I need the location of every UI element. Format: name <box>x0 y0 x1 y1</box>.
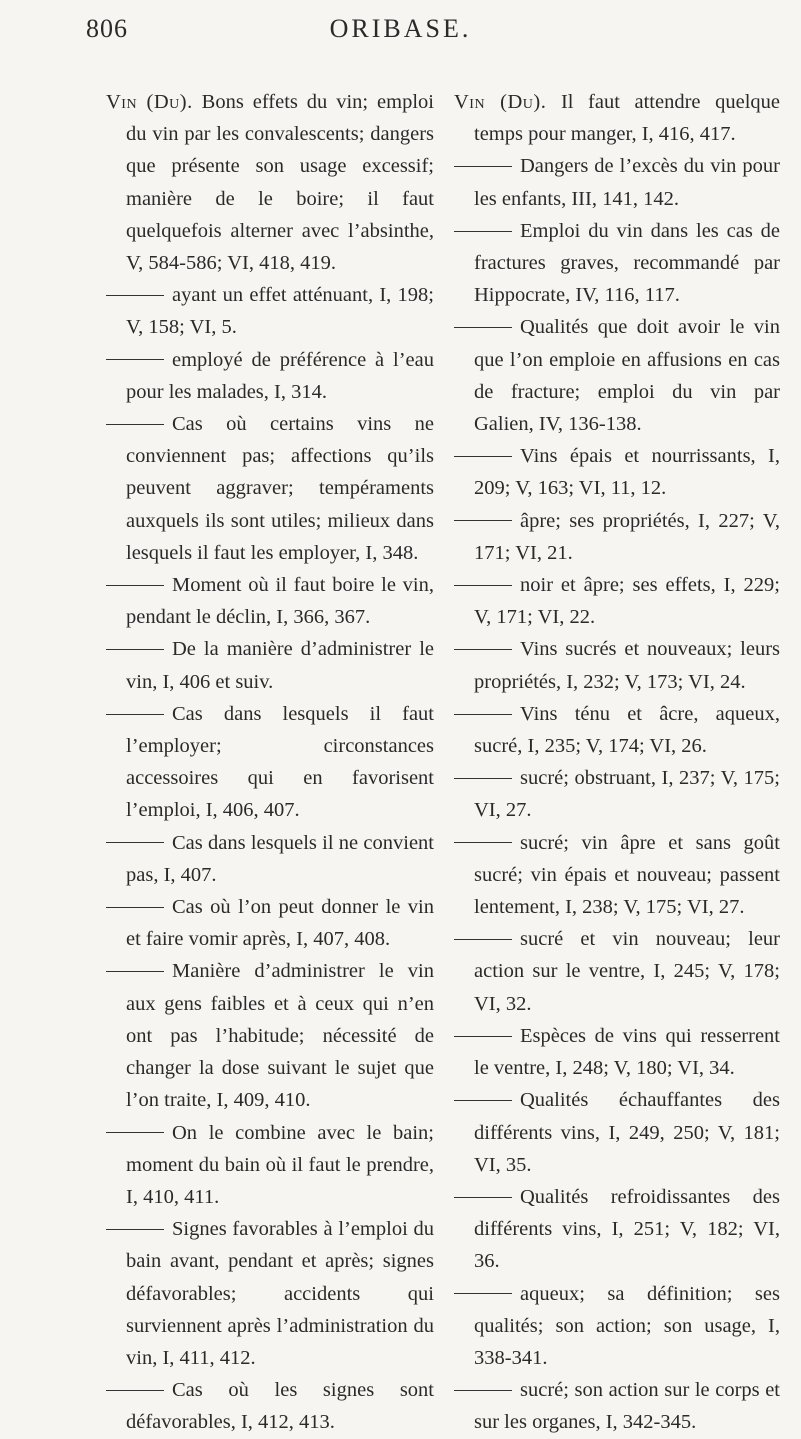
index-entry <box>454 311 780 440</box>
entry-text: Espèces de vins qui resserrent le ventre, I, 248; V, 180; VI, 34. <box>474 1024 780 1080</box>
ditto-dash <box>106 585 164 586</box>
entry-text: Cas dans lesquels il faut l’employer; circonstances accessoires qui en favorisent l’emploi, I, 406, 407. <box>126 702 434 822</box>
entry-text: Cas où l’on peut donner le vin et faire vomir après, I, 407, 408. <box>126 896 434 951</box>
entry-text: Moment où il faut boire le vin, pendant le déclin, I, 366, 367. <box>126 574 434 629</box>
entry-text: Vins épais et nourrissants, I, 209; V, 163; VI, 11, 12. <box>474 445 780 500</box>
entry-text: On le combine avec le bain; moment du bain où il faut le prendre, I, 410, 411. <box>126 1121 434 1208</box>
entry-text: sucré; vin âpre et sans goût sucré; vin épais et nouveau; passent lentement, I, 238; V, 175; VI, 27. <box>474 831 780 919</box>
ditto-dash <box>106 1229 164 1230</box>
entry-text: Dangers de l’excès du vin pour les enfants, III, 141, 142. <box>474 155 780 210</box>
ditto-dash <box>454 520 512 521</box>
index-entry <box>106 1213 434 1374</box>
index-entry <box>454 698 780 762</box>
entry-text: Qualités échauffantes des différents vins, I, 249, 250; V, 181; VI, 35. <box>474 1089 780 1176</box>
ditto-dash <box>454 1036 512 1037</box>
index-entry <box>454 440 780 504</box>
index-column-left <box>106 86 434 1439</box>
index-entry <box>106 698 434 827</box>
ditto-dash <box>106 1390 164 1391</box>
entry-text: Qualités refroidissantes des différents vins, I, 251; V, 182; VI, 36. <box>474 1185 780 1273</box>
index-entry <box>454 1374 780 1438</box>
entry-text: Cas où certains vins ne conviennent pas; affections qu’ils peuvent aggraver; tempéraments auxquels ils sont utiles; milieux dans lesquels il faut les employer, I, 348. <box>126 413 434 564</box>
entry-text: sucré et vin nouveau; leur action sur le ventre, I, 245; V, 178; VI, 32. <box>474 928 780 1015</box>
index-entry <box>454 1020 780 1084</box>
index-entry <box>106 1374 434 1438</box>
index-entry <box>454 215 780 312</box>
entry-text: Cas dans lesquels il ne convient pas, I, 407. <box>126 831 434 886</box>
ditto-dash <box>106 1132 164 1133</box>
index-entry <box>454 150 780 214</box>
entry-headword: Vin (Du). <box>106 91 193 113</box>
entry-text: Bons effets du vin; emploi du vin par les convalescents; dangers que présente son usage excessif; manière de le boire; il faut quelquefois alterner avec l’absinthe, V, 584-586; VI, 418, 419. <box>126 91 434 275</box>
ditto-dash <box>454 231 512 232</box>
index-entry <box>106 891 434 955</box>
ditto-dash <box>106 359 164 360</box>
ditto-dash <box>454 1293 512 1294</box>
ditto-dash <box>454 585 512 586</box>
index-entry <box>106 279 434 343</box>
entry-text: ayant un effet atténuant, I, 198; V, 158; VI, 5. <box>126 284 434 339</box>
entry-text: noir et âpre; ses effets, I, 229; V, 171; VI, 22. <box>474 574 780 629</box>
ditto-dash <box>106 714 164 715</box>
ditto-dash <box>454 714 512 715</box>
index-entry <box>454 1084 780 1181</box>
index-entry <box>106 633 434 697</box>
entry-text: aqueux; sa définition; ses qualités; son action; son usage, I, 338-341. <box>474 1282 780 1369</box>
ditto-dash <box>454 842 512 843</box>
index-entry <box>454 1181 780 1278</box>
page-header <box>0 14 801 54</box>
running-title: ORIBASE. <box>329 14 472 43</box>
page-number: 806 <box>86 14 128 43</box>
index-entry <box>454 923 780 1020</box>
ditto-dash <box>454 166 512 167</box>
index-entry <box>454 505 780 569</box>
entry-text: Emploi du vin dans les cas de fractures graves, recommandé par Hippocrate, IV, 116, 117. <box>474 219 780 307</box>
entry-text: employé de préférence à l’eau pour les malades, I, 314. <box>126 348 434 403</box>
index-entry <box>106 1117 434 1214</box>
ditto-dash <box>106 971 164 972</box>
index-entry <box>454 762 780 826</box>
ditto-dash <box>454 327 512 328</box>
index-entry <box>454 86 780 150</box>
index-entry <box>106 827 434 891</box>
entry-text: sucré; son action sur le corps et sur les organes, I, 342-345. <box>474 1379 780 1434</box>
ditto-dash <box>106 907 164 908</box>
ditto-dash <box>106 295 164 296</box>
ditto-dash <box>106 424 164 425</box>
index-entry <box>106 408 434 569</box>
entry-headword: Vin (Du). <box>454 91 547 113</box>
ditto-dash <box>106 649 164 650</box>
entry-text: Signes favorables à l’emploi du bain avant, pendant et après; signes défavorables; accidents qui surviennent après l’administration du vin, I, 411, 412. <box>126 1218 434 1369</box>
index-entry <box>106 955 434 1116</box>
index-entry <box>106 569 434 633</box>
index-column-right <box>454 86 780 1439</box>
ditto-dash <box>454 1197 512 1198</box>
entry-text: Il faut attendre quelque temps pour manger, I, 416, 417. <box>474 91 780 146</box>
ditto-dash <box>106 842 164 843</box>
entry-text: Manière d’administrer le vin aux gens faibles et à ceux qui n’en ont pas l’habitude; nécessité de changer la dose suivant le sujet que l’on traite, I, 409, 410. <box>126 960 434 1112</box>
entry-text: Cas où les signes sont défavorables, I, 412, 413. <box>126 1379 434 1434</box>
entry-text: âpre; ses propriétés, I, 227; V, 171; VI, 21. <box>474 509 780 564</box>
entry-text: sucré; obstruant, I, 237; V, 175; VI, 27. <box>474 767 780 822</box>
ditto-dash <box>454 456 512 457</box>
entry-text: Vins ténu et âcre, aqueux, sucré, I, 235; V, 174; VI, 26. <box>474 702 780 758</box>
entry-text: Vins sucrés et nouveaux; leurs propriétés, I, 232; V, 173; VI, 24. <box>474 638 780 693</box>
index-entry <box>454 569 780 633</box>
index-entry <box>454 633 780 697</box>
ditto-dash <box>454 939 512 940</box>
index-entry <box>454 1278 780 1375</box>
index-entry <box>454 827 780 924</box>
ditto-dash <box>454 1390 512 1391</box>
entry-text: De la manière d’administrer le vin, I, 406 et suiv. <box>126 638 434 693</box>
ditto-dash <box>454 778 512 779</box>
ditto-dash <box>454 649 512 650</box>
index-entry <box>106 344 434 408</box>
entry-text: Qualités que doit avoir le vin que l’on emploie en affusions en cas de fracture; emploi du vin par Galien, IV, 136-138. <box>474 316 780 436</box>
ditto-dash <box>454 1100 512 1101</box>
index-entry <box>106 86 434 279</box>
